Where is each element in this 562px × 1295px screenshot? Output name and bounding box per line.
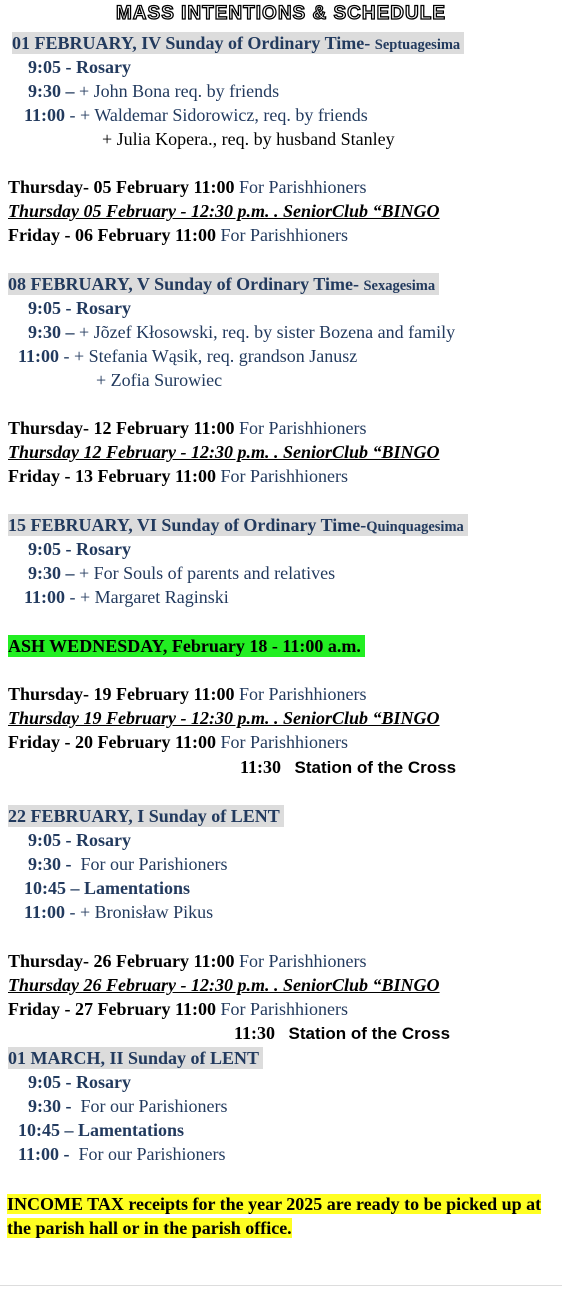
mass-intention-extra: + Zofia Surowiec xyxy=(96,370,223,390)
mass-930: 9:30 - For our Parishioners xyxy=(28,854,228,874)
sunday-header-feb-15: 15 FEBRUARY, VI Sunday of Ordinary Time-Quinquagesima xyxy=(8,514,468,536)
friday-mass: Friday - 06 February 11:00 For Parishhioners xyxy=(8,225,348,245)
bingo-line: Thursday 05 February - 12:30 p.m. . SeniorClub “BINGO xyxy=(8,201,440,221)
income-tax-notice-text: INCOME TAX receipts for the year 2025 are ready to be picked up at the parish hall or in the parish office. xyxy=(7,1194,542,1238)
rosary-line: 9:05 - Rosary xyxy=(28,539,131,559)
mass-1100: 11:00 - + Bronisław Pikus xyxy=(24,902,214,922)
sunday-header-feb-08: 08 FEBRUARY, V Sunday of Ordinary Time- Sexagesima xyxy=(8,273,439,295)
page-bottom-divider xyxy=(0,1285,562,1286)
thursday-mass: Thursday- 26 February 11:00 For Parishhioners xyxy=(8,951,367,971)
rosary-line: 9:05 - Rosary xyxy=(28,1072,131,1092)
bingo-line: Thursday 26 February - 12:30 p.m. . SeniorClub “BINGO xyxy=(8,975,440,995)
mass-930: 9:30 – + Jõzef Kłosowski, req. by sister Bozena and family xyxy=(28,322,456,342)
sunday-header-feb-22: 22 FEBRUARY, I Sunday of LENT xyxy=(8,805,284,827)
thursday-mass: Thursday- 12 February 11:00 For Parishhioners xyxy=(8,418,367,438)
lamentations-line: 10:45 – Lamentations xyxy=(18,1120,184,1140)
mass-1100: 11:00 - + Waldemar Sidorowicz, req. by friends xyxy=(24,105,368,125)
page-title: MASS INTENTIONS & SCHEDULE xyxy=(115,3,447,24)
station-of-the-cross: 11:30 Station of the Cross xyxy=(234,1023,451,1043)
mass-930: 9:30 – + For Souls of parents and relatives xyxy=(28,563,336,583)
sunday-header-mar-01: 01 MARCH, II Sunday of LENT xyxy=(8,1047,263,1069)
sunday-header-feb-01: 01 FEBRUARY, IV Sunday of Ordinary Time- Septuagesima xyxy=(12,32,464,54)
friday-mass: Friday - 20 February 11:00 For Parishhioners xyxy=(8,732,348,752)
thursday-mass: Thursday- 05 February 11:00 For Parishhioners xyxy=(8,177,367,197)
ash-wednesday-banner: ASH WEDNESDAY, February 18 - 11:00 a.m. xyxy=(8,635,365,657)
mass-930: 9:30 – + John Bona req. by friends xyxy=(28,81,280,101)
mass-1100: 11:00 - For our Parishioners xyxy=(18,1144,226,1164)
bingo-line: Thursday 12 February - 12:30 p.m. . SeniorClub “BINGO xyxy=(8,442,440,462)
station-of-the-cross: 11:30 Station of the Cross xyxy=(240,757,457,777)
thursday-mass: Thursday- 19 February 11:00 For Parishhioners xyxy=(8,684,367,704)
income-tax-notice xyxy=(7,1192,555,1240)
rosary-line: 9:05 - Rosary xyxy=(28,298,131,318)
friday-mass: Friday - 13 February 11:00 For Parishhioners xyxy=(8,466,348,486)
lamentations-line: 10:45 – Lamentations xyxy=(24,878,190,898)
bingo-line: Thursday 19 February - 12:30 p.m. . SeniorClub “BINGO xyxy=(8,708,440,728)
rosary-line: 9:05 - Rosary xyxy=(28,830,131,850)
rosary-line: 9:05 - Rosary xyxy=(28,57,131,77)
mass-1100: 11:00 - + Stefania Wąsik, req. grandson Janusz xyxy=(18,346,358,366)
mass-1100: 11:00 - + Margaret Raginski xyxy=(24,587,229,607)
mass-intention-extra: + Julia Kopera., req. by husband Stanley xyxy=(102,129,395,149)
mass-930: 9:30 - For our Parishioners xyxy=(28,1096,228,1116)
friday-mass: Friday - 27 February 11:00 For Parishhioners xyxy=(8,999,348,1019)
